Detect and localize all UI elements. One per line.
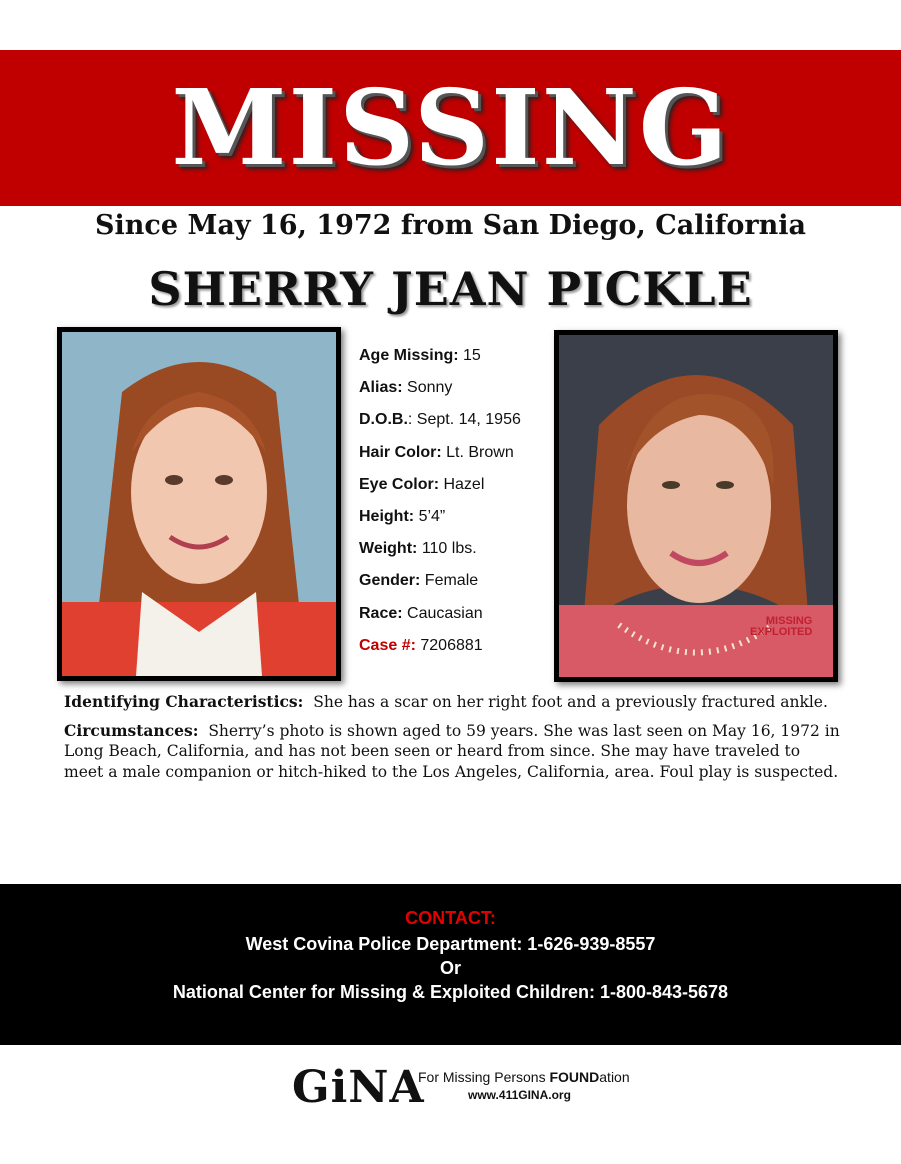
contact-police: West Covina Police Department: 1-626-939-8557: [245, 934, 656, 954]
childhood-portrait-image: [62, 332, 336, 676]
gina-url: www.411GINA.org: [468, 1088, 571, 1102]
identifying-characteristics: Identifying Characteristics: She has a scar on her right foot and a previously fractured ankle.: [64, 692, 828, 711]
circumstances: Circumstances: Sherry’s photo is shown aged to 59 years. She was last seen on May 16, 1972 in Long Beach, California, and has not been seen or heard from since. She may have traveled to meet a male companion or hitch-hiked to the Los Angeles, California, area. Foul play is suspected.: [64, 720, 840, 781]
fact-height: Height: 5’4”: [359, 507, 446, 525]
person-name: SHERRY JEAN PICKLE: [148, 262, 753, 316]
missing-banner: [0, 50, 901, 206]
fact-gender: Gender: Female: [359, 572, 479, 590]
footer: [0, 1060, 901, 1120]
contact-section: [0, 884, 901, 1045]
contact-ncmec: National Center for Missing & Exploited Children: 1-800-843-5678: [172, 982, 729, 1002]
fact-race: Race: Caucasian: [359, 604, 483, 622]
contact-or: Or: [439, 958, 461, 978]
gina-logo: GiNA: [292, 1062, 425, 1113]
ncmec-watermark: MISSING EXPLOITED: [750, 615, 813, 638]
description-section: [64, 692, 844, 790]
gina-tagline: For Missing Persons FOUNDation: [418, 1069, 630, 1085]
childhood-photo: [57, 327, 341, 681]
fact-age-missing: Age Missing: 15: [359, 347, 481, 364]
fact-case-number: Case #: 7206881: [359, 636, 483, 654]
fact-hair-color: Hair Color: Lt. Brown: [359, 443, 514, 461]
facts-list: [359, 341, 549, 663]
fact-weight: Weight: 110 lbs.: [359, 540, 477, 558]
contact-heading: CONTACT:: [405, 908, 496, 928]
since-date-location: Since May 16, 1972 from San Diego, California: [95, 210, 806, 241]
age-progressed-photo: [554, 330, 838, 682]
fact-dob: D.O.B.: Sept. 14, 1956: [359, 411, 521, 429]
fact-eye-color: Eye Color: Hazel: [359, 475, 485, 493]
fact-alias: Alias: Sonny: [359, 379, 453, 397]
banner-title: MISSING: [171, 66, 730, 189]
